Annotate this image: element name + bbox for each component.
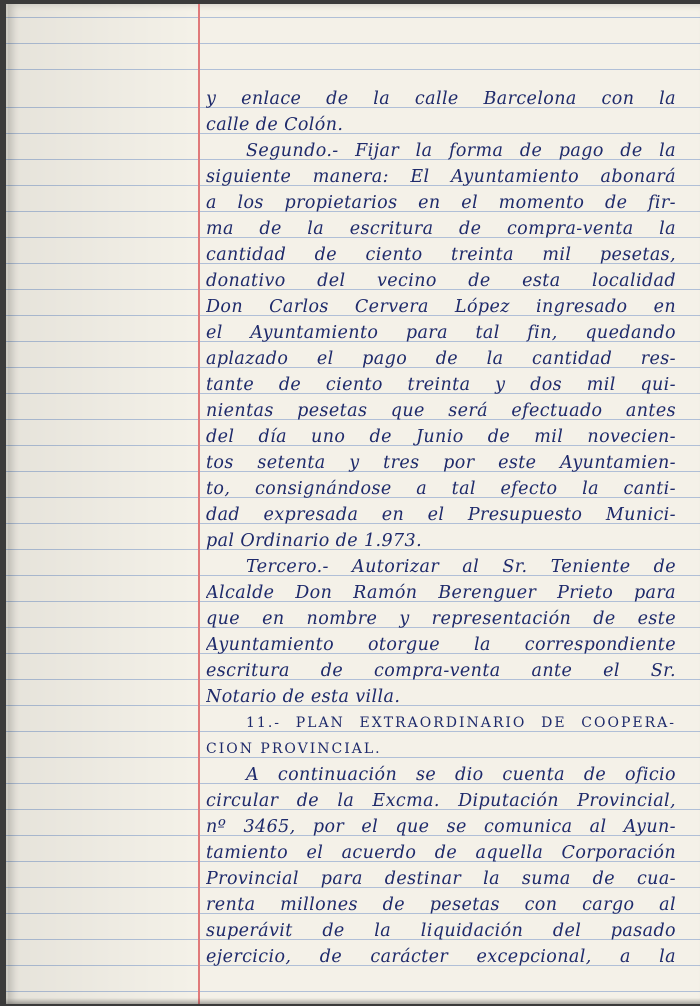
- text-line: circular de la Excma. Diputación Provincial,: [206, 791, 676, 811]
- text-line: tos setenta y tres por este Ayuntamien-: [206, 453, 676, 473]
- section-heading: CION PROVINCIAL.: [206, 741, 382, 757]
- text-line: A continuación se dio cuenta de oficio: [246, 765, 676, 785]
- text-line: el Ayuntamiento para tal fin, quedando: [206, 323, 676, 343]
- text-line: Don Carlos Cervera López ingresado en: [206, 297, 676, 317]
- text-line: nº 3465, por el que se comunica al Ayun-: [206, 817, 676, 837]
- text-line: pal Ordinario de 1.973.: [206, 531, 423, 551]
- text-line: a los propietarios en el momento de fir-: [206, 193, 676, 213]
- text-line: tante de ciento treinta y dos mil qui-: [206, 375, 676, 395]
- text-line: nientas pesetas que será efectuado antes: [206, 401, 676, 421]
- text-line: que en nombre y representación de este: [206, 609, 676, 629]
- text-line: tamiento el acuerdo de aquella Corporación: [206, 843, 676, 863]
- text-line: cantidad de ciento treinta mil pesetas,: [206, 245, 676, 265]
- red-margin-line: [198, 4, 200, 1004]
- text-line: superávit de la liquidación del pasado: [206, 921, 676, 941]
- text-line: Provincial para destinar la suma de cua-: [206, 869, 676, 889]
- text-line: del día uno de Junio de mil novecien-: [206, 427, 676, 447]
- text-line: ejercicio, de carácter excepcional, a la: [206, 947, 676, 967]
- text-line: siguiente manera: El Ayuntamiento abonará: [206, 167, 676, 187]
- text-line: renta millones de pesetas con cargo al: [206, 895, 676, 915]
- notebook-page: [6, 4, 700, 1004]
- text-line: ma de la escritura de compra-venta la: [206, 219, 676, 239]
- handwritten-text-block: [206, 86, 676, 970]
- text-line: Notario de esta villa.: [206, 687, 401, 707]
- text-line: Tercero.- Autorizar al Sr. Teniente de: [246, 557, 676, 577]
- text-line: Ayuntamiento otorgue la correspondiente: [206, 635, 676, 655]
- text-line: Segundo.- Fijar la forma de pago de la: [246, 141, 676, 161]
- text-line: escritura de compra-venta ante el Sr.: [206, 661, 676, 681]
- page-bottom-shadow: [6, 998, 700, 1004]
- text-line: Alcalde Don Ramón Berenguer Prieto para: [206, 583, 676, 603]
- text-line: dad expresada en el Presupuesto Munici-: [206, 505, 676, 525]
- text-line: donativo del vecino de esta localidad: [206, 271, 676, 291]
- text-line: y enlace de la calle Barcelona con la: [206, 89, 676, 109]
- section-heading: 11.- PLAN EXTRAORDINARIO DE COOPERA-: [246, 715, 676, 731]
- text-line: calle de Colón.: [206, 115, 344, 135]
- text-line: aplazado el pago de la cantidad res-: [206, 349, 676, 369]
- bleed-through-margin: [8, 4, 194, 1004]
- text-line: to, consignándose a tal efecto la canti-: [206, 479, 676, 499]
